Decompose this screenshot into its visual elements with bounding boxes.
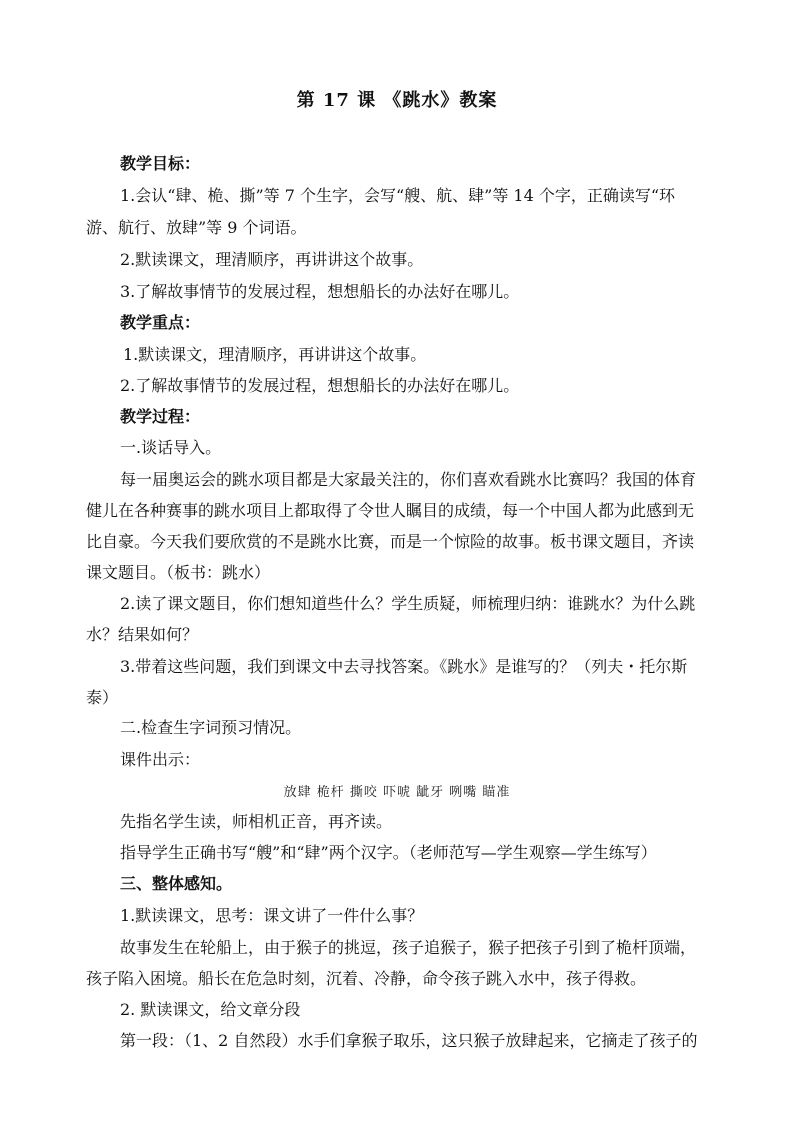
section-heading-key-points: 教学重点： — [120, 313, 201, 332]
section-heading-overview: 三、整体感知。 — [120, 874, 233, 893]
paragraph-line: 比自豪。今天我们要欣赏的不是跳水比赛，而是一个惊险的故事。板书课文题目，齐读 — [86, 532, 695, 551]
paragraph-line: 泰） — [86, 688, 119, 707]
section-heading-goals: 教学目标： — [120, 154, 201, 173]
paragraph-line: 课文题目。（板书：跳水） — [86, 563, 271, 582]
paragraph-line: 课件出示： — [120, 750, 201, 769]
paragraph-line: 1.会认“肆、桅、撕”等 7 个生字，会写“艘、航、肆”等 14 个字，正确读写“环 — [120, 186, 676, 205]
paragraph-line: 1.默读课文，理清顺序，再讲讲这个故事。 — [123, 345, 427, 364]
paragraph-line: 孩子陷入困境。船长在危急时刻，沉着、冷静，命令孩子跳入水中，孩子得救。 — [86, 969, 647, 988]
paragraph-line: 二.检查生字词预习情况。 — [120, 718, 302, 737]
paragraph-line: 一.谈话导入。 — [120, 438, 222, 457]
paragraph-line: 1.默读课文，思考：课文讲了一件什么事？ — [120, 906, 424, 925]
paragraph-line: 健儿在各种赛事的跳水项目上都取得了令世人瞩目的成绩，每一个中国人都为此感到无 — [86, 501, 695, 520]
paragraph-line: 故事发生在轮船上，由于猴子的挑逗，孩子追猴子，猴子把孩子引到了桅杆顶端， — [120, 938, 697, 957]
paragraph-line: 2. 默读课文，给文章分段 — [120, 1000, 301, 1019]
vocabulary-list: 放肆 桅杆 撕咬 吓唬 龇牙 咧嘴 瞄准 — [283, 785, 511, 800]
section-heading-process: 教学过程： — [120, 407, 201, 426]
paragraph-line: 2.读了课文题目，你们想知道些什么？学生质疑，师梳理归纳：谁跳水？为什么跳 — [120, 594, 696, 613]
paragraph-line: 水？结果如何？ — [86, 625, 199, 644]
paragraph-line: 3.带着这些问题，我们到课文中去寻找答案。《跳水》是谁写的？（列夫・托尔斯 — [120, 657, 688, 676]
paragraph-line: 3.了解故事情节的发展过程，想想船长的办法好在哪儿。 — [120, 282, 520, 301]
paragraph-line: 第一段：（1、2 自然段）水手们拿猴子取乐，这只猴子放肆起来，它摘走了孩子的 — [120, 1031, 698, 1050]
paragraph-line: 每一届奥运会的跳水项目都是大家最关注的，你们喜欢看跳水比赛吗？我国的体育 — [120, 470, 697, 489]
paragraph-line: 指导学生正确书写“艘”和“肆”两个汉字。（老师范写—学生观察—学生练写） — [120, 843, 657, 862]
paragraph-line: 2.了解故事情节的发展过程，想想船长的办法好在哪儿。 — [120, 376, 520, 395]
paragraph-line: 先指名学生读，师相机正音，再齐读。 — [120, 812, 393, 831]
page-title: 第 17 课 《跳水》教案 — [296, 90, 498, 111]
paragraph-line: 2.默读课文，理清顺序，再讲讲这个故事。 — [120, 250, 424, 269]
paragraph-line: 游、航行、放肆”等 9 个词语。 — [86, 218, 307, 237]
